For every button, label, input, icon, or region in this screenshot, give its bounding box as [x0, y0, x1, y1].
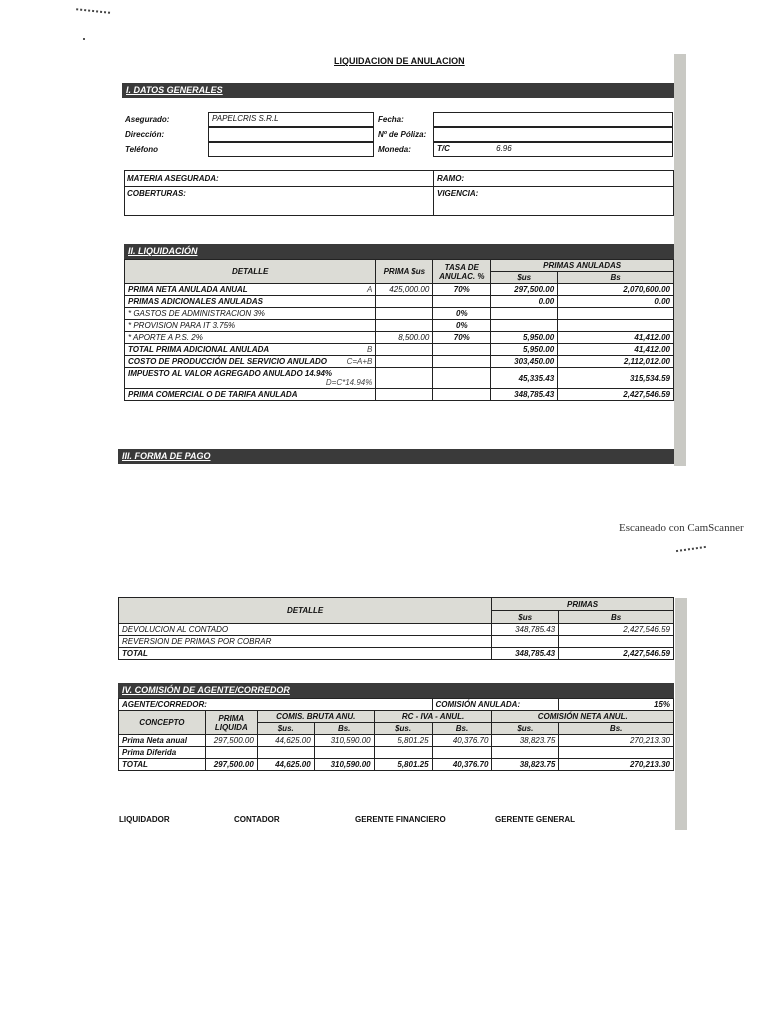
bs-cell [558, 320, 674, 332]
table-row [125, 344, 674, 356]
moneda-label: Moneda: [378, 145, 411, 154]
col-cb-bs: Bs. [314, 723, 374, 735]
comision-table [118, 698, 674, 771]
prima-cell [376, 356, 433, 368]
materia-box [124, 170, 674, 216]
bs-cell: 2,427,546.59 [558, 389, 674, 401]
direccion-label: Dirección: [125, 130, 165, 139]
detalle-cell: TOTAL PRIMA ADICIONAL ANULADA B [125, 344, 376, 356]
sus-cell: 5,950.00 [491, 332, 558, 344]
col-detalle: DETALLE [125, 260, 376, 284]
fecha-label: Fecha: [378, 115, 404, 124]
bs-cell: 2,070,600.00 [558, 284, 674, 296]
telefono-field [208, 142, 374, 157]
col-primas-anuladas: PRIMAS ANULADAS [491, 260, 674, 272]
cb-bs-cell: 310,590.00 [314, 735, 374, 747]
section-comision-header: IV. COMISIÓN DE AGENTE/CORREDOR [118, 683, 674, 698]
table-row [125, 356, 674, 368]
rc-bs-cell [432, 747, 492, 759]
comision-value: 15% [559, 699, 674, 711]
signature-gerente-general: GERENTE GENERAL [495, 815, 576, 824]
comision-label: COMISIÓN ANULADA: [432, 699, 559, 711]
cn-sus-cell: 38,823.75 [492, 759, 559, 771]
materia-divider-h [125, 186, 673, 187]
formula-ref: B [367, 345, 373, 354]
section-forma-pago-header: III. FORMA DE PAGO [118, 449, 674, 464]
direccion-field [208, 127, 374, 142]
sus-cell [491, 308, 558, 320]
detalle-cell: IMPUESTO AL VALOR AGREGADO ANULADO 14.94% D=C*14.94% [125, 368, 376, 389]
pago-detalle-cell: TOTAL [119, 648, 492, 660]
poliza-field [433, 127, 673, 142]
table-row [125, 332, 674, 344]
cb-bs-cell: 310,590.00 [314, 759, 374, 771]
prima-liquida-cell: 297,500.00 [205, 759, 257, 771]
table-row [119, 759, 674, 771]
rc-sus-cell: 5,801.25 [374, 759, 432, 771]
cn-bs-cell [559, 747, 674, 759]
col-cn-sus: $us. [492, 723, 559, 735]
formula-ref: A [367, 285, 373, 294]
col-cn-bs: Bs. [559, 723, 674, 735]
prima-cell [376, 368, 433, 389]
pago-col-sus: $us [492, 611, 559, 624]
pago-sus-cell: 348,785.43 [492, 624, 559, 636]
scan-edge [674, 54, 686, 466]
detalle-cell: COSTO DE PRODUCCIÓN DEL SERVICIO ANULADO C=A+B [125, 356, 376, 368]
table-row [119, 648, 674, 660]
asegurado-label: Asegurado: [125, 115, 170, 124]
concepto-cell: Prima Neta anual [119, 735, 206, 747]
col-comis-bruta: COMIS. BRUTA ANU. [257, 711, 374, 723]
col-rc-bs: Bs. [432, 723, 492, 735]
pago-bs-cell: 2,427,546.59 [559, 624, 674, 636]
cb-bs-cell [314, 747, 374, 759]
prima-cell [376, 344, 433, 356]
tasa-cell: 70% [433, 284, 491, 296]
table-row [119, 735, 674, 747]
poliza-label: Nº de Póliza: [378, 130, 427, 139]
tasa-cell [433, 389, 491, 401]
prima-cell: 425,000.00 [376, 284, 433, 296]
prima-liquida-cell: 297,500.00 [205, 735, 257, 747]
concepto-cell: Prima Diferida [119, 747, 206, 759]
fecha-field [433, 112, 673, 127]
scan-mark-2 [676, 546, 706, 553]
pago-detalle-cell: REVERSION DE PRIMAS POR COBRAR [119, 636, 492, 648]
tc-label: T/C [437, 144, 450, 153]
prima-cell [376, 389, 433, 401]
table-row [119, 624, 674, 636]
tasa-cell [433, 368, 491, 389]
scan-dot [83, 38, 85, 40]
tasa-cell: 0% [433, 308, 491, 320]
detalle-cell: PRIMA NETA ANULADA ANUAL A [125, 284, 376, 296]
table-row [125, 389, 674, 401]
prima-cell [376, 320, 433, 332]
bs-cell: 2,112,012.00 [558, 356, 674, 368]
bs-cell: 0.00 [558, 296, 674, 308]
col-comis-neta: COMISIÓN NETA ANUL. [492, 711, 674, 723]
sus-cell: 0.00 [491, 296, 558, 308]
bs-cell: 315,534.59 [558, 368, 674, 389]
prima-cell [376, 308, 433, 320]
col-cb-sus: $us. [257, 723, 314, 735]
materia-divider-v [433, 171, 434, 215]
rc-sus-cell [374, 747, 432, 759]
prima-cell [376, 296, 433, 308]
detalle-cell: * PROVISION PARA IT 3.75% [125, 320, 376, 332]
signature-liquidador: LIQUIDADOR [119, 815, 170, 824]
materia-label: MATERIA ASEGURADA: [127, 174, 219, 183]
col-bs: Bs [558, 272, 674, 284]
tasa-cell [433, 356, 491, 368]
pago-sus-cell [492, 636, 559, 648]
document-title: LIQUIDACION DE ANULACION [334, 56, 465, 66]
rc-bs-cell: 40,376.70 [432, 735, 492, 747]
prima-cell: 8,500.00 [376, 332, 433, 344]
pago-detalle-cell: DEVOLUCION AL CONTADO [119, 624, 492, 636]
scan-mark [76, 8, 110, 16]
table-row [119, 636, 674, 648]
tasa-cell [433, 296, 491, 308]
sus-cell: 5,950.00 [491, 344, 558, 356]
cn-bs-cell: 270,213.30 [559, 759, 674, 771]
rc-sus-cell: 5,801.25 [374, 735, 432, 747]
coberturas-label: COBERTURAS: [127, 189, 186, 198]
section-liquidacion-header: II. LIQUIDACIÓN [124, 244, 674, 259]
table-row [125, 368, 674, 389]
cn-sus-cell [492, 747, 559, 759]
cb-sus-cell [257, 747, 314, 759]
section-datos-generales-header: I. DATOS GENERALES [122, 83, 674, 98]
table-row [125, 296, 674, 308]
detalle-cell: * GASTOS DE ADMINISTRACION 3% [125, 308, 376, 320]
telefono-label: Teléfono [125, 145, 159, 154]
pago-col-primas: PRIMAS [492, 598, 674, 611]
col-tasa: TASA DE ANULAC. % [433, 260, 491, 284]
table-row [119, 747, 674, 759]
bs-cell [558, 308, 674, 320]
col-concepto: CONCEPTO [119, 711, 206, 735]
sus-cell: 45,335.43 [491, 368, 558, 389]
rc-bs-cell: 40,376.70 [432, 759, 492, 771]
tasa-cell: 70% [433, 332, 491, 344]
formula-ref: D=C*14.94% [325, 378, 373, 387]
ramo-label: RAMO: [437, 174, 465, 183]
cb-sus-cell: 44,625.00 [257, 735, 314, 747]
col-rc-iva: RC - IVA - ANUL. [374, 711, 492, 723]
col-rc-sus: $us. [374, 723, 432, 735]
tasa-cell: 0% [433, 320, 491, 332]
sus-cell [491, 320, 558, 332]
tc-value: 6.96 [496, 144, 512, 153]
sus-cell: 348,785.43 [491, 389, 558, 401]
pago-bs-cell [559, 636, 674, 648]
table-row [125, 308, 674, 320]
col-prima: PRIMA $us [376, 260, 433, 284]
liquidacion-table [124, 259, 674, 401]
scan-edge-2 [675, 598, 687, 830]
tasa-cell [433, 344, 491, 356]
cb-sus-cell: 44,625.00 [257, 759, 314, 771]
bs-cell: 41,412.00 [558, 332, 674, 344]
pago-col-bs: Bs [559, 611, 674, 624]
formula-ref: C=A+B [346, 357, 373, 366]
signature-contador: CONTADOR [234, 815, 280, 824]
detalle-cell: PRIMAS ADICIONALES ANULADAS [125, 296, 376, 308]
cn-sus-cell: 38,823.75 [492, 735, 559, 747]
detalle-cell: PRIMA COMERCIAL O DE TARIFA ANULADA [125, 389, 376, 401]
cn-bs-cell: 270,213.30 [559, 735, 674, 747]
col-sus: $us [491, 272, 558, 284]
moneda-field [433, 142, 673, 157]
col-prima-liquida: PRIMA LIQUIDA [205, 711, 257, 735]
forma-pago-table [118, 597, 674, 660]
sus-cell: 297,500.00 [491, 284, 558, 296]
signature-gerente-financiero: GERENTE FINANCIERO [355, 815, 446, 824]
prima-liquida-cell [205, 747, 257, 759]
agente-label: AGENTE/CORREDOR: [119, 699, 433, 711]
table-row [125, 320, 674, 332]
camscanner-note: Escaneado con CamScanner [619, 522, 744, 534]
concepto-cell: TOTAL [119, 759, 206, 771]
pago-bs-cell: 2,427,546.59 [559, 648, 674, 660]
pago-col-detalle: DETALLE [119, 598, 492, 624]
table-row [125, 284, 674, 296]
sus-cell: 303,450.00 [491, 356, 558, 368]
asegurado-field: PAPELCRIS S.R.L [208, 112, 374, 127]
pago-sus-cell: 348,785.43 [492, 648, 559, 660]
vigencia-label: VIGENCIA: [437, 189, 479, 198]
detalle-cell: * APORTE A P.S. 2% [125, 332, 376, 344]
bs-cell: 41,412.00 [558, 344, 674, 356]
